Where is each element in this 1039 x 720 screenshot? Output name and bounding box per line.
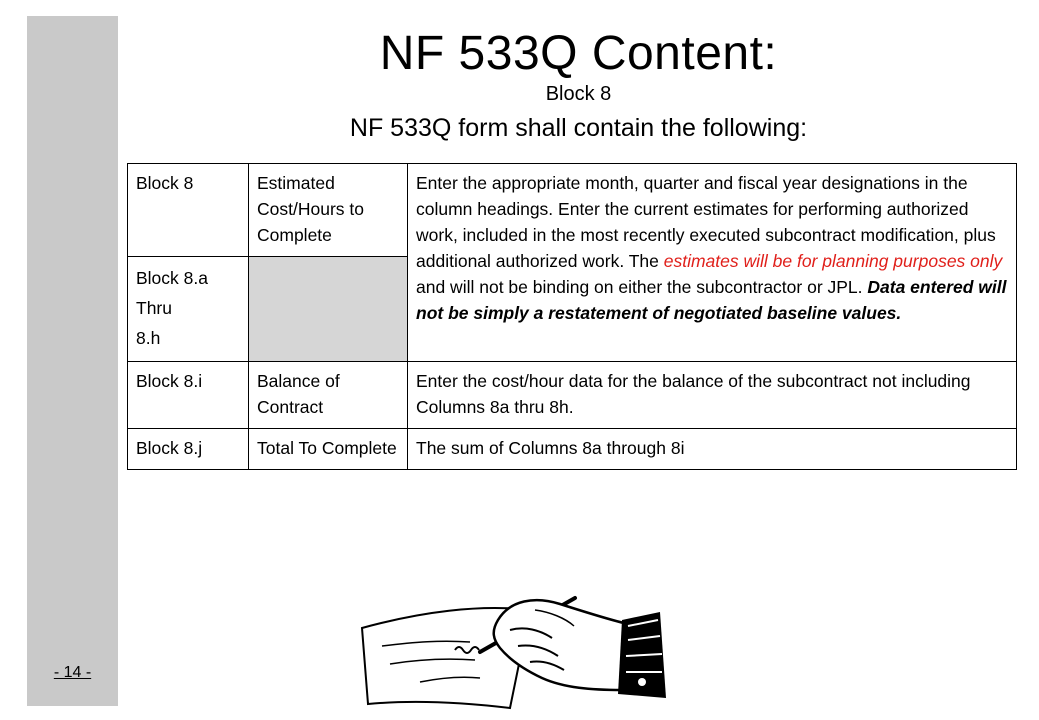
side-bar bbox=[27, 16, 118, 706]
slide-subtitle: Block 8 bbox=[545, 83, 612, 105]
name-cell: Total To Complete bbox=[249, 429, 408, 470]
shaded-name-cell bbox=[249, 257, 408, 362]
block-cell bbox=[128, 257, 249, 362]
slide-heading: NF 533Q form shall contain the following: bbox=[349, 114, 808, 142]
description-highlight: estimates will be for planning purposes only bbox=[663, 251, 1003, 271]
block-8-table bbox=[127, 163, 1017, 470]
table-row bbox=[128, 429, 1017, 470]
description-text: Enter the appropriate month, quarter and fiscal year designations in the column headings. Enter the current estimates for performing authorized work, included in the most recently executed subcontract modification, plus additional authorized work. The bbox=[416, 173, 996, 271]
block-line: Thru bbox=[136, 298, 172, 318]
block-cell: Block 8.i bbox=[128, 362, 249, 429]
block-cell: Block 8 bbox=[128, 164, 249, 257]
description-cell bbox=[408, 164, 1017, 362]
description-cell: Enter the cost/hour data for the balance of the subcontract not including Columns 8a thru 8h. bbox=[408, 362, 1017, 429]
block-cell: Block 8.j bbox=[128, 429, 249, 470]
table-row bbox=[128, 362, 1017, 429]
page-number: - 14 - bbox=[53, 664, 92, 681]
description-emphasis: Data entered will not be simply a restatement of negotiated baseline values. bbox=[416, 277, 1007, 323]
block-line: 8.h bbox=[136, 328, 161, 348]
name-cell: Balance of Contract bbox=[249, 362, 408, 429]
block-line: Block 8.a bbox=[136, 268, 208, 288]
description-text-2: and will not be binding on either the subcontractor or JPL. bbox=[416, 277, 868, 297]
name-cell: Estimated Cost/Hours to Complete bbox=[249, 164, 408, 257]
description-cell: The sum of Columns 8a through 8i bbox=[408, 429, 1017, 470]
hand-writing-icon bbox=[360, 590, 670, 715]
table-row bbox=[128, 164, 1017, 257]
slide-title: NF 533Q Content: bbox=[379, 27, 778, 80]
